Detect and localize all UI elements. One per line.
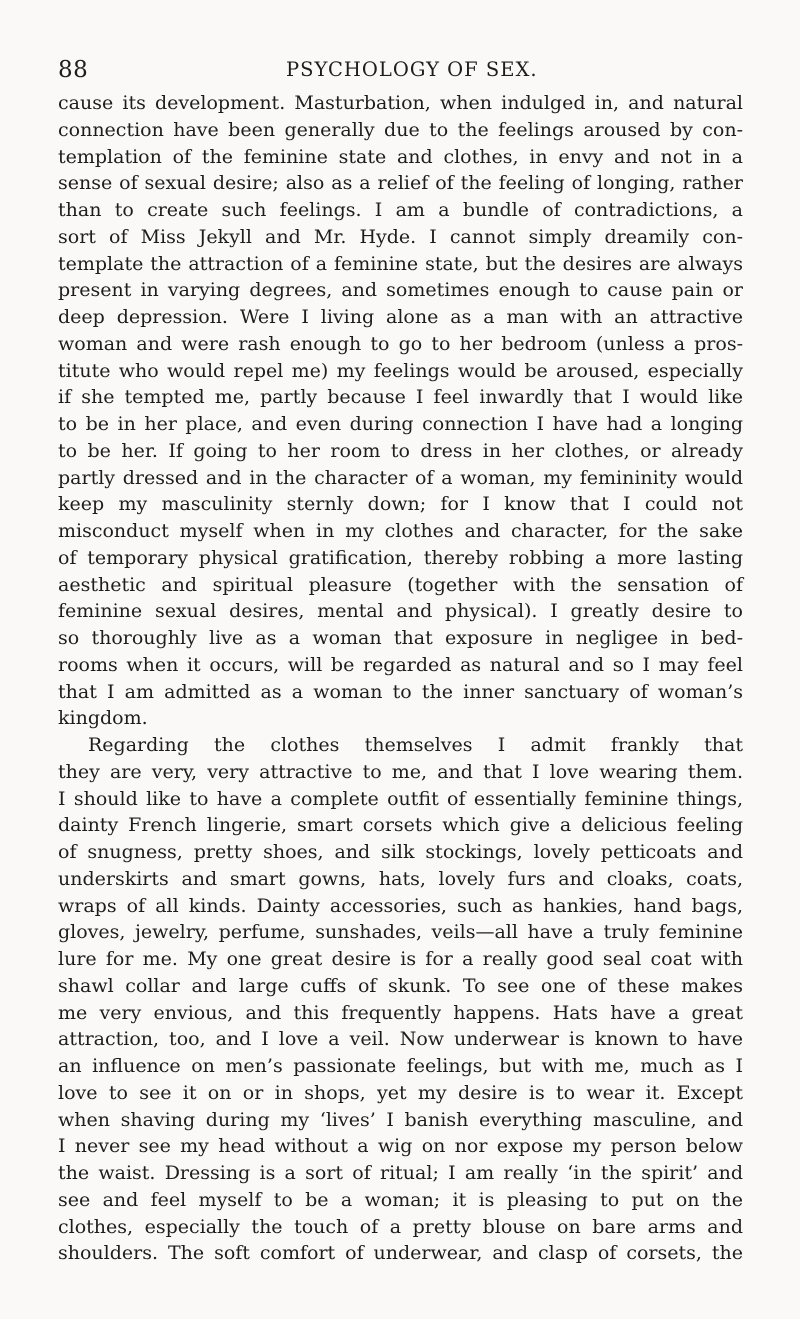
text-line: to be in her place, and even during connection I have had a longing — [58, 413, 743, 435]
text-line: woman and were rash enough to go to her bedroom (unless a pros- — [58, 332, 743, 355]
text-line: to be her. If going to her room to dress in her clothes, or already — [58, 439, 743, 462]
text-line: shawl collar and large cuffs of skunk. To see one of these makes — [58, 974, 743, 997]
text-line: of snugness, pretty shoes, and silk stockings, lovely petticoats and — [58, 841, 743, 863]
text-line: aesthetic and spiritual pleasure (together with the sensation of — [58, 573, 743, 596]
text-line: sort of Miss Jekyll and Mr. Hyde. I cannot simply dreamily con- — [58, 225, 743, 248]
body-text — [58, 90, 743, 1267]
text-line: titute who would repel me) my feelings would be aroused, especially — [58, 359, 743, 382]
paragraph-1 — [58, 90, 743, 732]
text-line: rooms when it occurs, will be regarded as natural and so I may feel — [58, 653, 743, 676]
text-line: that I am admitted as a woman to the inner sanctuary of woman’s — [58, 680, 743, 703]
text-line: than to create such feelings. I am a bundle of contradictions, a — [58, 199, 743, 221]
text-line: shoulders. The soft comfort of underwear, and clasp of corsets, the — [58, 1242, 743, 1265]
text-line: I should like to have a complete outfit of essentially feminine things, — [58, 787, 743, 810]
text-line: me very envious, and this frequently happens. Hats have a great — [58, 1001, 743, 1024]
text-line: deep depression. Were I living alone as a man with an attractive — [58, 306, 743, 328]
page-number: 88 — [58, 57, 89, 83]
text-line: keep my masculinity sternly down; for I know that I could not — [58, 493, 743, 516]
text-line: underskirts and smart gowns, hats, lovely furs and cloaks, coats, — [58, 867, 743, 890]
text-line: an influence on men’s passionate feelings, but with me, much as I — [58, 1055, 743, 1077]
paragraph-2 — [58, 732, 743, 1267]
text-line: template the attraction of a feminine state, but the desires are always — [58, 252, 743, 275]
text-line: templation of the feminine state and clothes, in envy and not in a — [58, 145, 743, 168]
text-line: gloves, jewelry, perfume, sunshades, veils—all have a truly feminine — [58, 921, 743, 944]
text-line: misconduct myself when in my clothes and character, for the sake — [58, 520, 743, 542]
text-line: Regarding the clothes themselves I admit frankly that — [88, 734, 743, 756]
text-line: when shaving during my ‘lives’ I banish everything masculine, and — [58, 1108, 743, 1131]
text-line: attraction, too, and I love a veil. Now underwear is known to have — [58, 1028, 743, 1051]
text-line: wraps of all kinds. Dainty accessories, such as hankies, hand bags, — [58, 894, 743, 917]
text-line: if she tempted me, partly because I feel inwardly that I would like — [58, 386, 743, 409]
text-line: connection have been generally due to the feelings aroused by con- — [58, 118, 743, 141]
text-line: feminine sexual desires, mental and physical). I greatly desire to — [58, 600, 743, 623]
running-head — [58, 56, 743, 84]
text-line: partly dressed and in the character of a woman, my femininity would — [58, 466, 743, 489]
text-line: I never see my head without a wig on nor expose my person below — [58, 1135, 743, 1158]
text-line: cause its development. Masturbation, when indulged in, and natural — [58, 92, 743, 114]
text-line: dainty French lingerie, smart corsets which give a delicious feeling — [58, 814, 743, 837]
text-line: present in varying degrees, and sometimes enough to cause pain or — [58, 279, 743, 302]
text-line: they are very, very attractive to me, and that I love wearing them. — [58, 760, 743, 783]
text-line: kingdom. — [58, 707, 148, 730]
text-line: of temporary physical gratification, thereby robbing a more lasting — [58, 546, 743, 569]
running-title: PSYCHOLOGY OF SEX. — [286, 58, 538, 81]
text-line: the waist. Dressing is a sort of ritual; I am really ‘in the spirit’ and — [58, 1162, 743, 1184]
text-line: so thoroughly live as a woman that exposure in negligee in bed- — [58, 627, 743, 649]
text-line: sense of sexual desire; also as a relief of the feeling of longing, rather — [58, 172, 743, 195]
text-line: see and feel myself to be a woman; it is pleasing to put on the — [58, 1188, 743, 1211]
text-line: love to see it on or in shops, yet my desire is to wear it. Except — [58, 1081, 743, 1104]
text-line: clothes, especially the touch of a pretty blouse on bare arms and — [58, 1215, 743, 1238]
text-line: lure for me. My one great desire is for a really good seal coat with — [58, 948, 743, 970]
